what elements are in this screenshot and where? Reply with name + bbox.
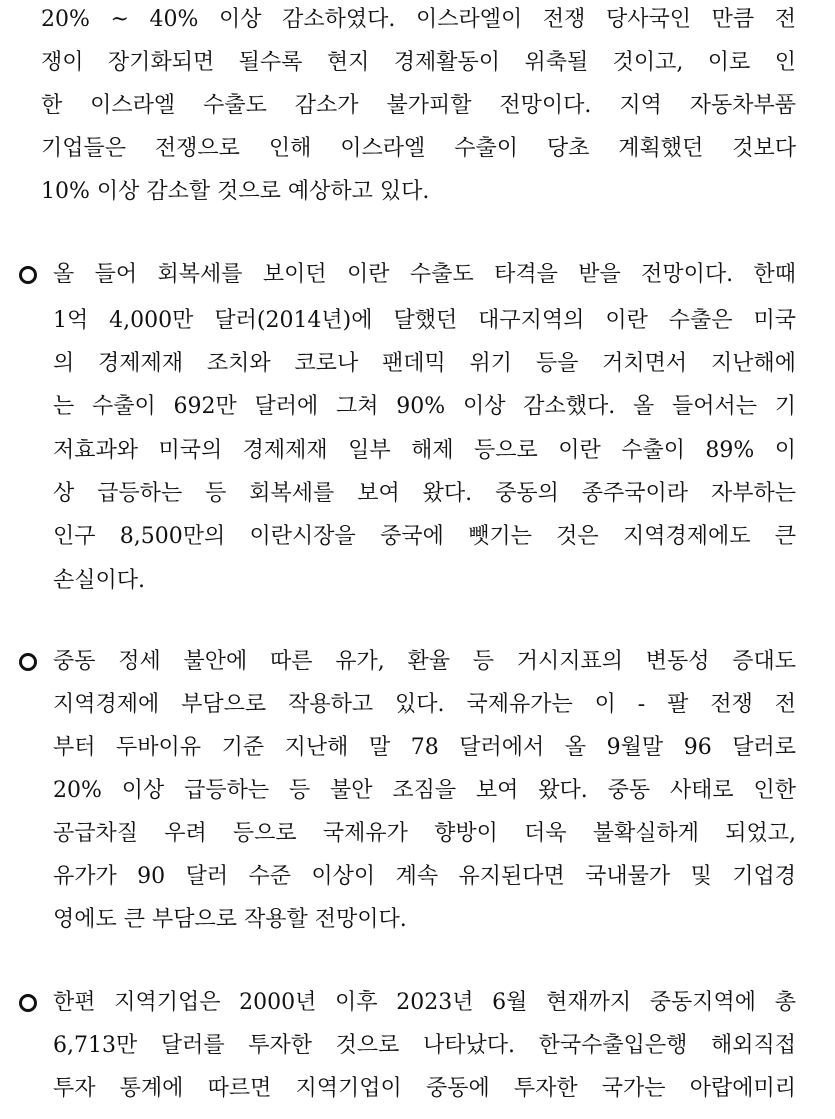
text-line: 10% 이상 감소할 것으로 예상하고 있다. xyxy=(41,179,430,204)
text-line: 쟁이 장기화되면 될수록 현지 경제활동이 위축될 것이고, 이로 인 xyxy=(41,50,796,75)
text-line: 투자 통계에 따르면 지역기업이 중동에 투자한 국가는 아랍에미리 xyxy=(53,1076,796,1101)
text-line: 중동 정세 불안에 따른 유가, 환율 등 거시지표의 변동성 증대도 xyxy=(53,649,796,674)
text-line: 공급차질 우려 등으로 국제유가 향방이 더욱 불확실하게 되었고, xyxy=(53,821,796,846)
text-line: 저효과와 미국의 경제제재 일부 해제 등으로 이란 수출이 89% 이 xyxy=(53,438,796,463)
text-line: 기업들은 전쟁으로 인해 이스라엘 수출이 당초 계획했던 것보다 xyxy=(41,136,796,161)
text-line: 한편 지역기업은 2000년 이후 2023년 6월 현재까지 중동지역에 총 xyxy=(53,990,796,1015)
text-line: 한 이스라엘 수출도 감소가 불가피할 전망이다. 지역 자동차부품 xyxy=(41,93,796,118)
text-line: 6,713만 달러를 투자한 것으로 나타났다. 한국수출입은행 해외직접 xyxy=(53,1033,796,1058)
text-line: 는 수출이 692만 달러에 그쳐 90% 이상 감소했다. 올 들어서는 기 xyxy=(53,394,796,419)
text-line: 올 들어 회복세를 보이던 이란 수출도 타격을 받을 전망이다. 한때 xyxy=(53,262,796,287)
bullet-circle-icon xyxy=(19,653,37,671)
text-line: 인구 8,500만의 이란시장을 중국에 뺏기는 것은 지역경제에도 큰 xyxy=(53,524,796,549)
text-line: 20% 이상 급등하는 등 불안 조짐을 보여 왔다. 중동 사태로 인한 xyxy=(53,778,796,803)
text-line: 20% ~ 40% 이상 감소하였다. 이스라엘이 전쟁 당사국인 만큼 전 xyxy=(41,7,796,32)
text-line: 의 경제제재 조치와 코로나 팬데믹 위기 등을 거치면서 지난해에 xyxy=(53,351,796,376)
text-line: 상 급등하는 등 회복세를 보여 왔다. 중동의 종주국이라 자부하는 xyxy=(53,481,796,506)
bullet-circle-icon xyxy=(19,266,37,284)
text-line: 1억 4,000만 달러(2014년)에 달했던 대구지역의 이란 수출은 미국 xyxy=(53,308,796,333)
text-line: 지역경제에 부담으로 작용하고 있다. 국제유가는 이 - 팔 전쟁 전 xyxy=(53,692,796,717)
text-line: 영에도 큰 부담으로 작용할 전망이다. xyxy=(53,907,407,932)
text-line: 부터 두바이유 기준 지난해 말 78 달러에서 올 9월말 96 달러로 xyxy=(53,735,796,760)
text-line: 손실이다. xyxy=(53,568,146,593)
text-line: 유가가 90 달러 수준 이상이 계속 유지된다면 국내물가 및 기업경 xyxy=(53,864,796,889)
bullet-circle-icon xyxy=(19,994,37,1012)
